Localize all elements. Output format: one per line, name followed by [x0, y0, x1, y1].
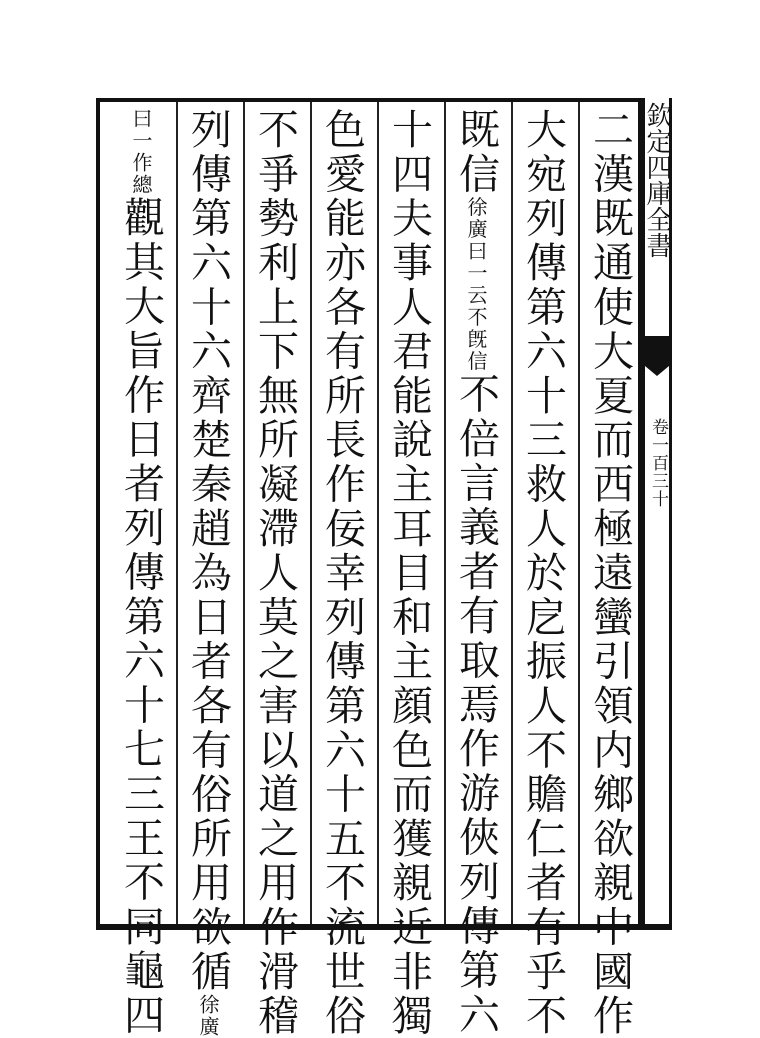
column-rule: [578, 102, 580, 924]
juan-label: 卷一百三十: [648, 418, 668, 508]
text-run: 十四夫事人君能說主耳目和主顔色而獲親近非獨: [385, 108, 433, 1038]
book-title: 欽定四庫全書: [642, 102, 672, 258]
column-rule: [444, 102, 446, 924]
text-run: 大宛列傳第六十三救人於戹振人不贍仁者有乎不: [519, 108, 567, 1038]
text-column-3: [451, 108, 501, 1038]
annotation-run: 徐廣曰一云不旣信: [464, 196, 488, 373]
text-column-8: [116, 108, 166, 1038]
text-run: 二漢既通使大夏而西極遠蠻引領内鄉欲親中國作: [586, 108, 634, 1038]
text-column-6: [250, 108, 300, 1038]
text-column-5: [317, 108, 367, 1038]
column-rule: [243, 102, 245, 924]
text-column-2: [518, 108, 568, 1038]
text-column-1: [585, 108, 635, 1038]
column-rule: [310, 102, 312, 924]
text-run: 觀其大旨作日者列傳第六十七三王不同龜四: [117, 196, 165, 1038]
text-run: 既信: [452, 108, 500, 197]
annotation-run: 曰一作總: [129, 108, 153, 196]
column-rule: [511, 102, 513, 924]
text-run: 不爭勢利上下無所凝滯人莫之害以道之用作滑稽: [251, 108, 299, 1038]
text-run: 色愛能亦各有所長作佞幸列傳第六十五不流世俗: [318, 108, 366, 1038]
text-run: 列傳第六十六齊楚秦趙為日者各有俗所用欲循: [184, 108, 232, 994]
column-rule: [377, 102, 379, 924]
column-rule: [176, 102, 178, 924]
text-run: 不倍言義者有取焉作游俠列傳第六: [452, 372, 500, 1038]
frame-bottom-border: [96, 924, 671, 930]
text-column-4: [384, 108, 434, 1038]
text-column-7: [183, 108, 233, 1038]
fishtail-mark: [645, 336, 669, 366]
annotation-run: 徐廣: [196, 994, 220, 1038]
